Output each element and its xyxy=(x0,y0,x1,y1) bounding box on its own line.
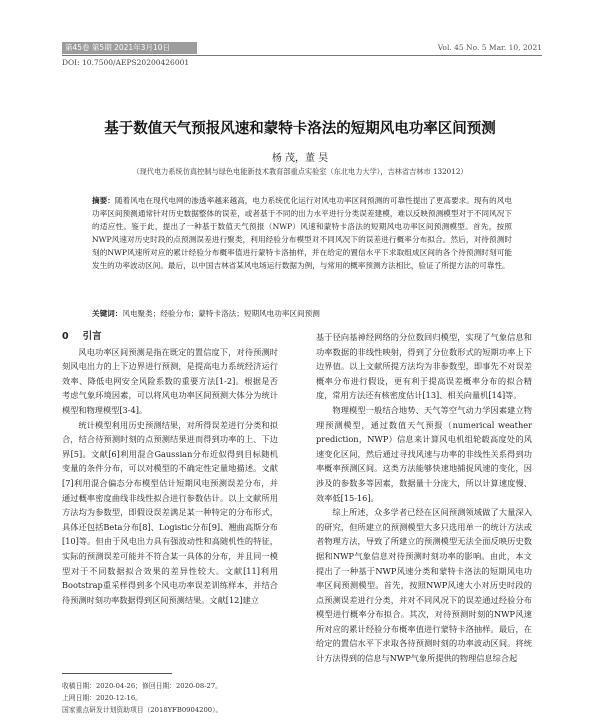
section-number: 0 xyxy=(62,331,69,342)
section-heading xyxy=(62,330,278,345)
issue-info-en: Vol. 45 No. 5 Mar. 10, 2021 xyxy=(437,43,542,52)
authors: 杨 茂，董 昊 xyxy=(271,153,329,164)
abstract-text: 随着风电在现代电网的渗透率越来越高，电力系统优化运行对风电功率区间预测的可靠性提出了更高要求。现有的风电功率区间预测通常针对历史数据整体的误差，或者基于不同的出力水平进行分类误差建模，难以反映预测模型对于不同风况下的适应性。鉴于此，提出了一种基于数值天气预报（NWP）风速和蒙特卡洛法的短期风电功率区间预测模型。首先，按照NWP风速对历史时段的点预测误差进行聚类，利用经验分布模型对不同风况下的误差进行概率分布拟合。然后，对待预测时刻的NWP风速所对应的累计经验分布概率值进行蒙特卡洛抽样，并在给定的置信水平下求取组成区间的各个待预测时刻可能发生的功率波动区间。最后，以中国吉林省某风电场运行数据为例，与常用的概率预测方法相比，验证了所提方法的可靠性。 xyxy=(92,196,513,270)
footnote-received: 收稿日期：2020-04-26；修回日期：2020-08-27。 xyxy=(62,682,222,690)
abstract xyxy=(92,194,512,272)
abstract-label: 摘要： xyxy=(92,196,115,205)
footnote-online: 上网日期：2020-12-16。 xyxy=(62,694,142,702)
keywords xyxy=(92,308,512,319)
paragraph: 风电功率区间预测是指在既定的置信度下，对待预测时刻风电出力的上下边界进行预测，是提高电力系统经济运行效率、降低电网安全风险系数的重要方法[1-2]。根据是否考虑气象环境因素，可以将风电功率区间预测大体分为统计模型和物理模型[3-4]。 xyxy=(62,346,278,415)
right-column xyxy=(316,330,532,666)
paragraph: 物理模型一般结合地势、天气等空气动力学因素建立物理预测模型，通过数值天气预报（numerical weather prediction，NWP）信息来计算风电机组轮毂高度处的风速变化区间，然后通过寻找风速与功率的非线性关系得到功率概率预测区间。这类方法能够快速地捕捉风速的变化，因涉及的参数多等因素，数据量十分庞大，所以计算速度慢、效率低[15-16]。 xyxy=(316,404,532,503)
footnote-funding: 国家重点研发计划资助项目（2018YFB0904200）。 xyxy=(62,706,223,714)
section-title: 引言 xyxy=(82,331,102,342)
issue-badge: 第45卷 第5期 2021年3月10日 xyxy=(62,42,197,54)
header-rule xyxy=(62,55,542,56)
keywords-text: 风电聚类；经验分布；蒙特卡洛法；短期风电功率区间预测 xyxy=(122,309,320,318)
journal-header xyxy=(62,42,542,54)
left-column xyxy=(62,330,278,607)
doi[interactable]: DOI: 10.7500/AEPS20200426001 xyxy=(62,58,190,67)
paragraph: 基于径向基神经网络的分位数回归模型，实现了气象信息和功率数据的非线性映射，得到了分位数形式的短期功率上下边界值。以上文献所提方法均为非参数型，即事先不对误差概率分布进行假设，更有利于提高误差概率分布的拟合精度，常用方法还有核密度估计[13]、相关向量机[14]等。 xyxy=(316,332,532,401)
affiliation: （现代电力系统仿真控制与绿色电能新技术教育部重点实验室（东北电力大学），吉林省吉林市 132012） xyxy=(132,167,468,176)
paragraph: 统计模型利用历史预测结果，对所得误差进行分类和拟合，结合待预测时刻的点预测结果进而得到功率的上、下边界[5]。文献[6]利用混合Gaussian分布近似得到目标随机变量的条件分布，可以对模型的不确定性定量地描述。文献[7]利用混合偏态分布模型估计短期风电预测误差分布，并通过概率密度曲线非线性拟合进行参数估计。以上文献所用方法均为参数型，即假设误差满足某一种特定的分布形式，具体还包括Beta分布[8]、Logistic分布[9]、翘曲高斯分布[10]等。但由于风电出力具有强波动性和高随机性的特征，实际的预测误差可能并不符合某一具体的分布，并且同一模型对于不同数据拟合效果的差异性较大。文献[11]利用Bootstrap重采样得到多个风电功率误差训练样本，并结合待预测时刻功率数据得到区间预测结果。文献[12]建立 xyxy=(62,419,278,605)
footnote-rule xyxy=(62,673,172,674)
paper-title: 基于数值天气预报风速和蒙特卡洛法的短期风电功率区间预测 xyxy=(104,121,496,137)
paragraph: 综上所述，众多学者已经在区间预测领域做了大量深入的研究，但所建立的预测模型大多只选用单一的统计方法或者物理方法，导致了所建立的预测模型无法全面反映历史数据和NWP气象信息对待预测时刻功率的影响。由此，本文提出了一种基于NWP风速分类和蒙特卡洛法的短期风电功率区间预测模型。首先，按照NWP风速大小对历史时段的点预测误差进行分类，并对不同风况下的误差通过经验分布模型进行概率分布拟合。其次，对待预测时刻的NWP风速所对应的累计经验分布概率值进行蒙特卡洛抽样。最后，在给定的置信水平下求取各待预测时刻的功率波动区间。将统计方法得到的信息与NWP气象所提供的物理信息综合起 xyxy=(316,507,532,664)
keywords-label: 关键词： xyxy=(92,309,123,318)
footnotes xyxy=(62,680,302,716)
